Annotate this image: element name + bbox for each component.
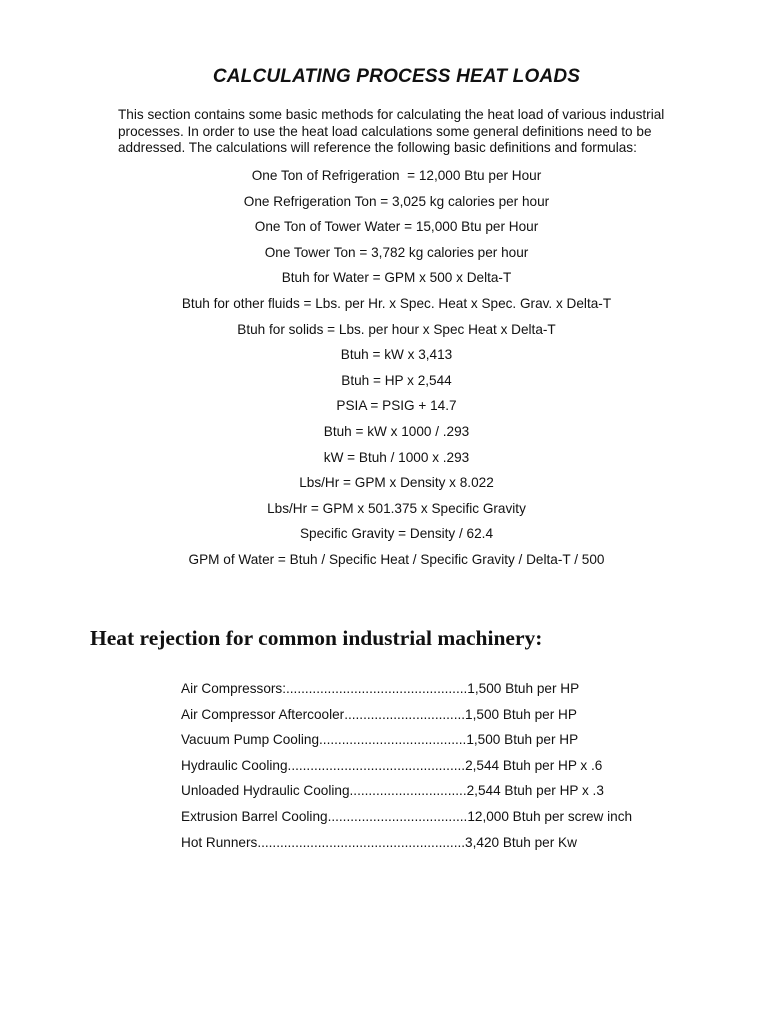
machinery-value: 1,500 Btuh per HP bbox=[466, 732, 579, 748]
machinery-value: 2,544 Btuh per HP x .6 bbox=[465, 757, 603, 773]
machinery-name: Hot Runners bbox=[181, 834, 258, 850]
formula-refrigeration-ton-kg: One Refrigeration Ton = 3,025 kg calories per hour bbox=[243, 193, 550, 209]
dot-leader: ................................................ bbox=[286, 681, 468, 696]
machinery-row-hot-runners bbox=[181, 830, 651, 856]
dot-leader: ............................... bbox=[349, 783, 467, 799]
machinery-name: Air Compressors: bbox=[181, 681, 286, 696]
machinery-value: 12,000 Btuh per screw inch bbox=[467, 808, 633, 824]
machinery-value: 2,544 Btuh per HP x .3 bbox=[466, 783, 604, 799]
machinery-row-vacuum-pump bbox=[181, 727, 651, 753]
dot-leader: ....................................................... bbox=[257, 834, 466, 850]
machinery-name: Vacuum Pump Cooling bbox=[181, 732, 320, 748]
intro-paragraph: This section contains some basic methods for calculating the heat load of various industrial processes. In order to use the heat load calculations some general definitions need to be addressed. The calculations will reference the following basic definitions and formulas: bbox=[118, 107, 665, 155]
formula-lbs-hr-gravity: Lbs/Hr = GPM x 501.375 x Specific Gravity bbox=[267, 500, 526, 516]
formula-tower-ton-kg: One Tower Ton = 3,782 kg calories per hour bbox=[264, 244, 529, 260]
formula-btuh-kw-293: Btuh = kW x 1000 / .293 bbox=[323, 423, 470, 439]
formula-gpm-water: GPM of Water = Btuh / Specific Heat / Specific Gravity / Delta-T / 500 bbox=[188, 551, 605, 567]
machinery-value: 3,420 Btuh per Kw bbox=[465, 834, 577, 850]
machinery-row-air-compressors bbox=[181, 676, 651, 702]
machinery-row-extrusion-barrel bbox=[181, 804, 651, 830]
formula-kw-btuh: kW = Btuh / 1000 x .293 bbox=[323, 449, 470, 465]
formula-ton-tower-water: One Ton of Tower Water = 15,000 Btu per Hour bbox=[254, 219, 539, 235]
formula-psia: PSIA = PSIG + 14.7 bbox=[336, 398, 457, 414]
machinery-row-unloaded-hydraulic bbox=[181, 778, 651, 804]
formula-btuh-other-fluids: Btuh for other fluids = Lbs. per Hr. x Spec. Heat x Spec. Grav. x Delta-T bbox=[181, 295, 612, 311]
machinery-value: 1,500 Btuh per HP bbox=[467, 681, 580, 696]
dot-leader: ................................ bbox=[344, 706, 466, 722]
dot-leader: ....................................... bbox=[319, 732, 467, 748]
page-title: CALCULATING PROCESS HEAT LOADS bbox=[212, 66, 581, 87]
machinery-list bbox=[181, 676, 651, 855]
formula-list bbox=[0, 163, 768, 573]
machinery-row-hydraulic bbox=[181, 753, 651, 779]
formula-lbs-hr-density: Lbs/Hr = GPM x Density x 8.022 bbox=[299, 475, 494, 491]
dot-leader: ............................................... bbox=[287, 757, 466, 773]
formula-btuh-kw: Btuh = kW x 3,413 bbox=[340, 347, 453, 363]
dot-leader: ..................................... bbox=[327, 808, 468, 824]
formula-ton-refrigeration: One Ton of Refrigeration = 12,000 Btu per Hour bbox=[251, 168, 542, 183]
formula-btuh-hp: Btuh = HP x 2,544 bbox=[341, 372, 452, 388]
machinery-name: Extrusion Barrel Cooling bbox=[181, 808, 328, 824]
machinery-name: Hydraulic Cooling bbox=[181, 757, 288, 773]
formula-btuh-solids: Btuh for solids = Lbs. per hour x Spec Heat x Delta-T bbox=[237, 321, 556, 337]
formula-specific-gravity: Specific Gravity = Density / 62.4 bbox=[299, 526, 494, 542]
machinery-row-aftercooler bbox=[181, 702, 651, 728]
machinery-heading: Heat rejection for common industrial machinery: bbox=[90, 626, 543, 650]
formula-btuh-water: Btuh for Water = GPM x 500 x Delta-T bbox=[281, 270, 512, 286]
machinery-value: 1,500 Btuh per HP bbox=[465, 706, 577, 722]
machinery-name: Air Compressor Aftercooler bbox=[181, 706, 345, 722]
machinery-name: Unloaded Hydraulic Cooling bbox=[181, 783, 350, 799]
